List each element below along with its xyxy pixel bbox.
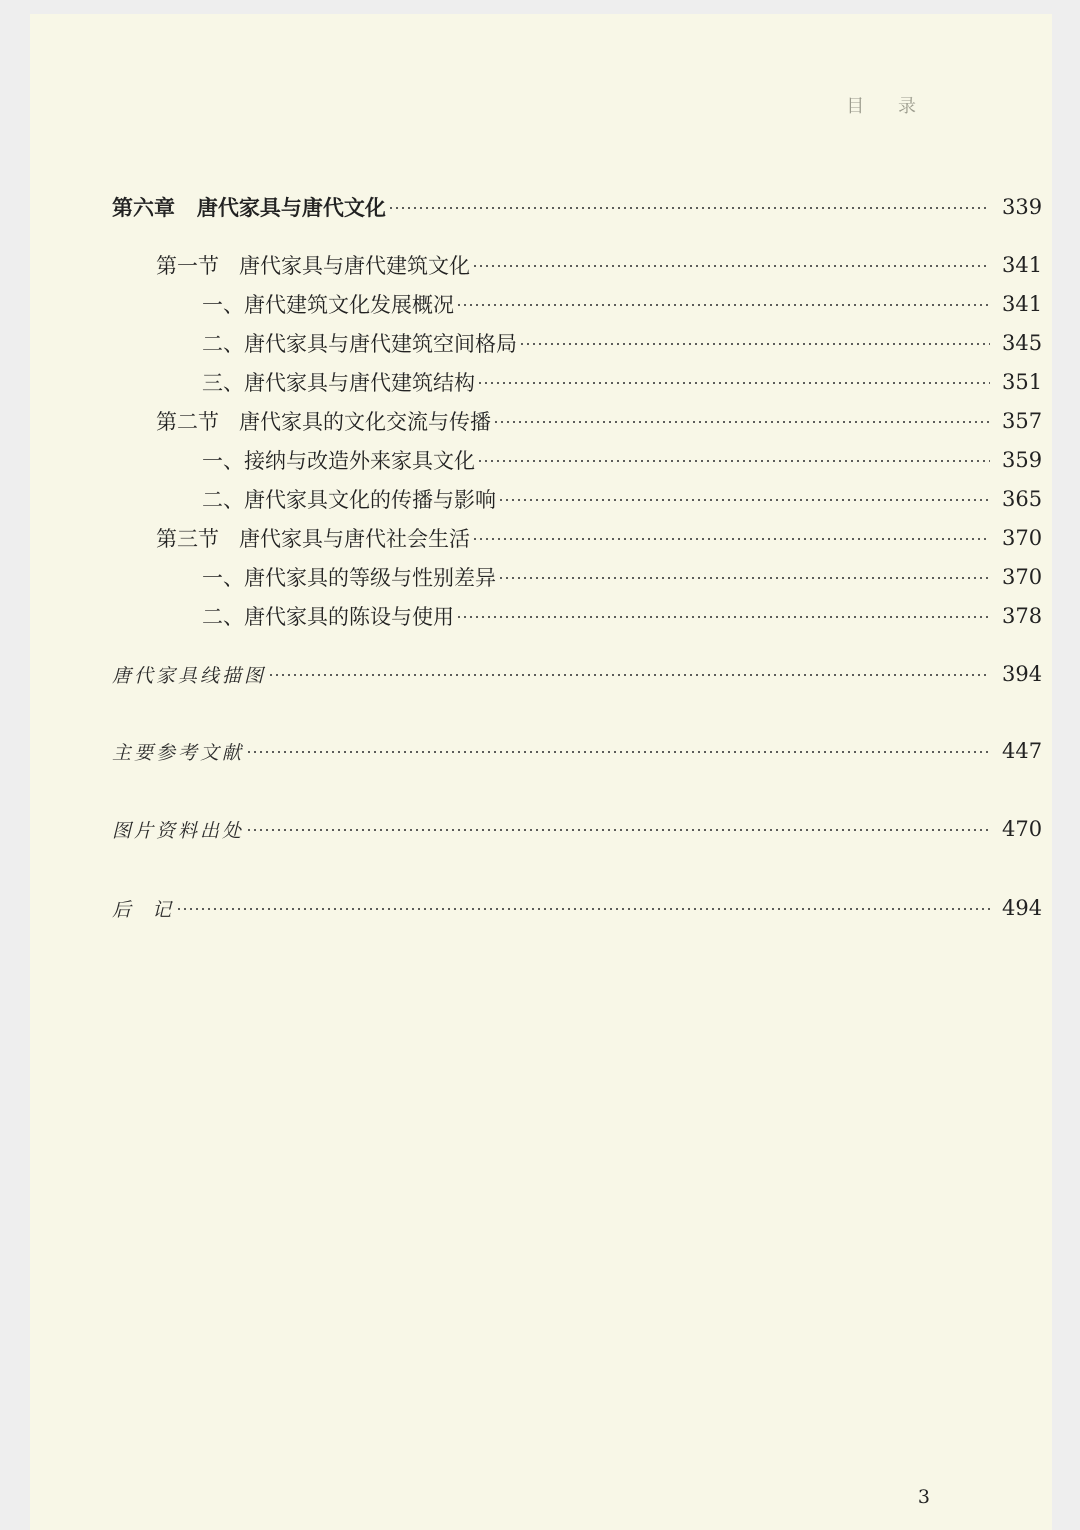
toc-entry-title: 二、唐代家具与唐代建筑空间格局 <box>202 332 517 356</box>
toc-entry-page: 351 <box>1002 370 1043 394</box>
dot-leader <box>477 382 990 384</box>
dot-leader <box>388 207 990 209</box>
dot-leader <box>498 577 990 579</box>
toc-entry-page: 359 <box>1002 448 1043 472</box>
toc-entry-page: 365 <box>1002 487 1043 511</box>
toc-entry-page: 357 <box>1002 409 1043 433</box>
dot-leader <box>456 304 990 306</box>
toc-entry-title: 一、接纳与改造外来家具文化 <box>202 449 475 473</box>
toc-back-matter-entry <box>30 814 1052 844</box>
toc-entry-page: 339 <box>1002 195 1043 219</box>
toc-entry-page: 494 <box>1002 896 1043 920</box>
toc-subsection-entry <box>30 367 1052 397</box>
dot-leader <box>246 829 990 831</box>
toc-entry-page: 378 <box>1002 604 1043 628</box>
toc-section-entry <box>30 523 1052 553</box>
toc-subsection-entry <box>30 601 1052 631</box>
toc-entry-title: 图片资料出处 <box>112 819 245 842</box>
toc-entry-page: 394 <box>1002 662 1043 686</box>
toc-entry-page: 370 <box>1002 526 1043 550</box>
dot-leader <box>472 538 990 540</box>
toc-entry-page: 341 <box>1002 253 1043 277</box>
toc-entry-page: 447 <box>1002 739 1043 763</box>
dot-leader <box>477 460 990 462</box>
toc-entry-page: 370 <box>1002 565 1043 589</box>
dot-leader <box>176 908 990 910</box>
toc-entry-title: 一、唐代建筑文化发展概况 <box>202 293 454 317</box>
dot-leader <box>456 616 990 618</box>
toc-chapter-entry <box>30 192 1052 222</box>
toc-entry-title: 第六章 唐代家具与唐代文化 <box>112 195 386 220</box>
dot-leader <box>519 343 990 345</box>
toc-entry-title: 第二节 唐代家具的文化交流与传播 <box>156 410 492 434</box>
toc-subsection-entry <box>30 289 1052 319</box>
dot-leader <box>498 499 990 501</box>
toc-entry-page: 470 <box>1002 817 1043 841</box>
toc-entry-title: 唐代家具线描图 <box>112 664 267 687</box>
dot-leader <box>493 421 990 423</box>
toc-entry-title: 二、唐代家具的陈设与使用 <box>202 605 454 629</box>
toc-entry-page: 341 <box>1002 292 1043 316</box>
toc-entry-title: 二、唐代家具文化的传播与影响 <box>202 488 496 512</box>
dot-leader <box>472 265 990 267</box>
toc-entry-title: 三、唐代家具与唐代建筑结构 <box>202 371 475 395</box>
toc-entry-title: 一、唐代家具的等级与性别差异 <box>202 566 496 590</box>
dot-leader <box>246 751 990 753</box>
running-head: 目 录 <box>846 96 930 117</box>
toc-back-matter-entry <box>30 736 1052 766</box>
toc-entry-title: 主要参考文献 <box>112 741 245 764</box>
toc-back-matter-entry <box>30 893 1052 923</box>
toc-entry-page: 345 <box>1002 331 1043 355</box>
toc-section-entry <box>30 406 1052 436</box>
toc-entry-title: 第三节 唐代家具与唐代社会生活 <box>156 527 471 551</box>
toc-subsection-entry <box>30 445 1052 475</box>
page-number: 3 <box>917 1486 930 1508</box>
toc-subsection-entry <box>30 484 1052 514</box>
toc-entry-title: 第一节 唐代家具与唐代建筑文化 <box>156 254 471 278</box>
dot-leader <box>268 674 990 676</box>
book-page <box>30 14 1052 1530</box>
toc-entry-title: 后 记 <box>112 898 175 921</box>
toc-subsection-entry <box>30 562 1052 592</box>
toc-subsection-entry <box>30 328 1052 358</box>
toc-section-entry <box>30 250 1052 280</box>
toc-back-matter-entry <box>30 659 1052 689</box>
